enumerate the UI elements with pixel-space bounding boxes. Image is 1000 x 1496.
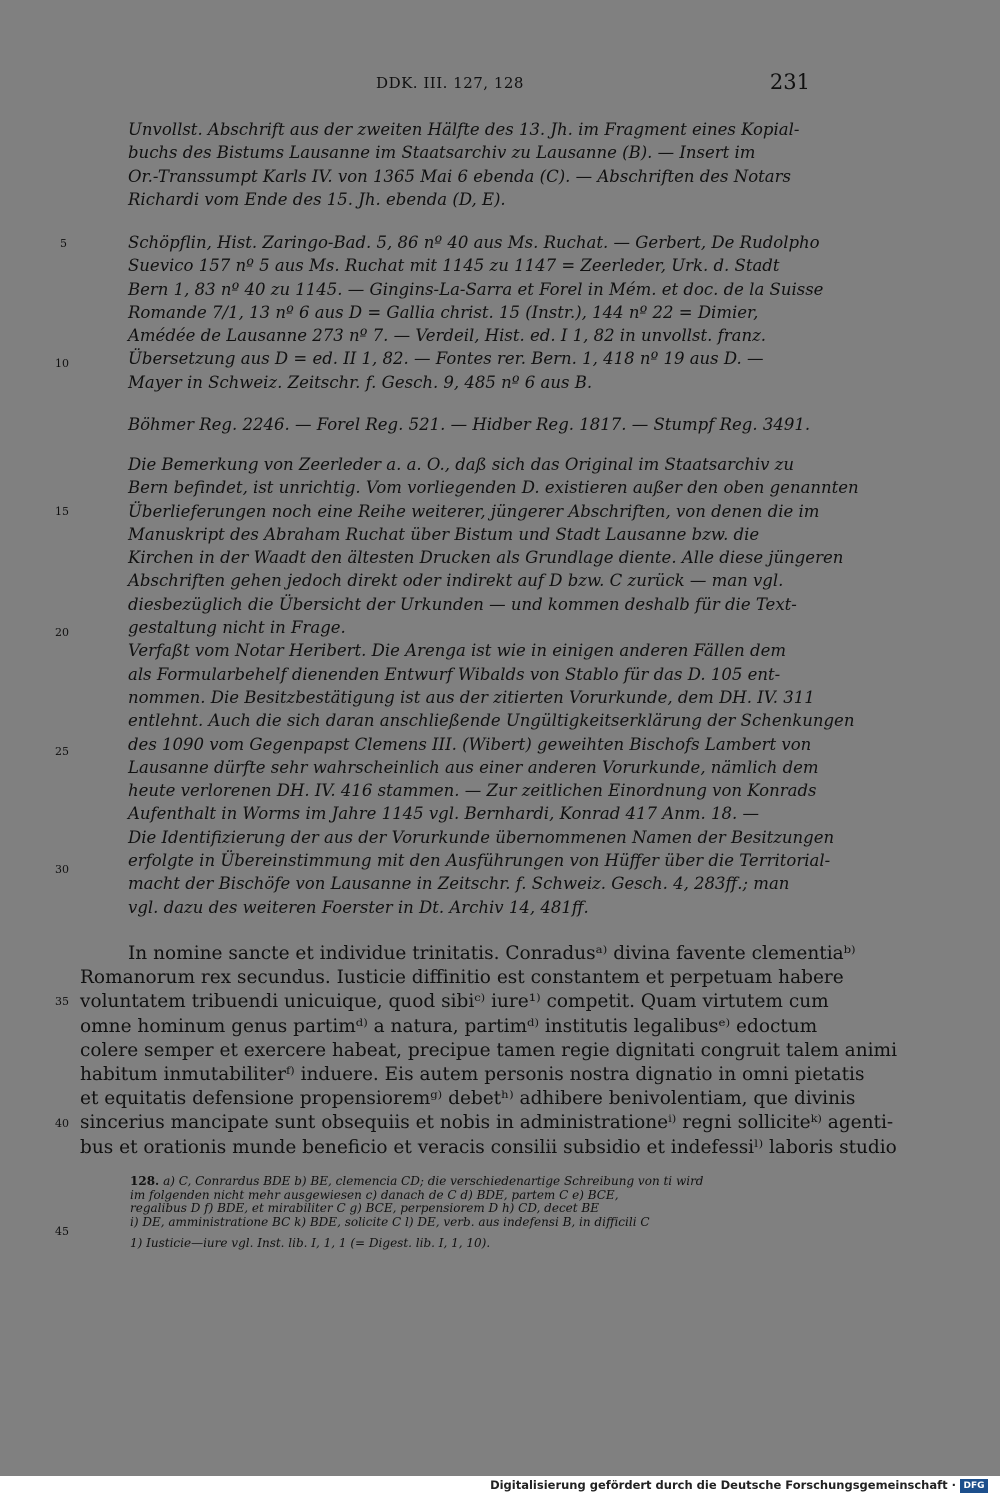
footer-bar	[0, 1476, 1000, 1496]
text-line: macht der Bischöfe von Lausanne in Zeitschr. f. Schweiz. Gesch. 4, 283ff.; man	[128, 874, 790, 894]
text-line: Kirchen in der Waadt den ältesten Drucken als Grundlage diente. Alle diese jüngeren	[128, 548, 844, 568]
text-line: Lausanne dürfte sehr wahrscheinlich aus einer anderen Vorurkunde, nämlich dem	[128, 757, 819, 777]
line-number: 5	[60, 237, 67, 250]
dfg-logo: DFG	[960, 1479, 988, 1493]
page-number: 231	[769, 70, 810, 94]
text-line: Bern 1, 83 nº 40 zu 1145. — Gingins-La-Sarra et Forel in Mém. et doc. de la Suisse	[128, 279, 824, 299]
apparatus-text: a) C, Conrardus BDE b) BE, clemencia CD; die verschiedenartige Schreibung von ti wird	[163, 1174, 704, 1188]
running-head: DDK. III. 127, 128	[376, 74, 524, 92]
sources-block	[128, 118, 812, 211]
text-line: Unvollst. Abschrift aus der zweiten Hälfte des 13. Jh. im Fragment eines Kopial-	[128, 120, 800, 139]
text-line: Abschriften gehen jedoch direkt oder indirekt auf D bzw. C zurück — man vgl.	[128, 571, 784, 591]
remarks-block	[128, 453, 859, 919]
text-line: Böhmer Reg. 2246. — Forel Reg. 521. — Hidber Reg. 1817. — Stumpf Reg. 3491.	[128, 415, 811, 434]
text-line: Mayer in Schweiz. Zeitschr. f. Gesch. 9, 485 nº 6 aus B.	[128, 372, 593, 392]
line-number: 45	[55, 1225, 69, 1238]
funding-notice: Digitalisierung gefördert durch die Deutsche Forschungsgemeinschaft ·	[490, 1478, 956, 1492]
editions-block	[128, 231, 824, 394]
line-number: 10	[55, 357, 69, 370]
text-line: In nomine sancte et individue trinitatis. Conradusᵃ⁾ divina favente clementiaᵇ⁾	[128, 943, 856, 964]
text-line: vgl. dazu des weiteren Foerster in Dt. Archiv 14, 481ff.	[128, 897, 589, 917]
text-line: entlehnt. Auch die sich daran anschließende Ungültigkeitserklärung der Schenkungen	[128, 711, 855, 731]
line-number: 20	[55, 626, 69, 639]
source-note: 1) Iusticie—iure vgl. Inst. lib. I, 1, 1 (= Digest. lib. I, 1, 10).	[130, 1235, 491, 1250]
text-line: bus et orationis munde beneficio et veracis consilii subsidio et indefessiˡ⁾ laboris studio	[80, 1136, 897, 1158]
line-number: 15	[55, 505, 69, 518]
text-line: Romande 7/1, 13 nº 6 aus D = Gallia christ. 15 (Instr.), 144 nº 22 = Dimier,	[128, 302, 759, 322]
text-line: voluntatem tribuendi unicuique, quod sibiᶜ⁾ iure¹⁾ competit. Quam virtutem cum	[80, 991, 829, 1013]
text-line: Verfaßt vom Notar Heribert. Die Arenga ist wie in einigen anderen Fällen dem	[128, 641, 786, 661]
apparatus-line: regalibus D f) BDE, et mirabiliter C g) BCE, perpensiorem D h) CD, decet BE	[130, 1201, 600, 1216]
text-line: Die Identifizierung der aus der Vorurkunde übernommenen Namen der Besitzungen	[128, 827, 835, 847]
line-number: 25	[55, 745, 69, 758]
text-line: Aufenthalt in Worms im Jahre 1145 vgl. Bernhardi, Konrad 417 Anm. 18. —	[128, 804, 759, 824]
text-line: buchs des Bistums Lausanne im Staatsarchiv zu Lausanne (B). — Insert im	[128, 143, 756, 163]
apparatus-line: i) DE, amministratione BC k) BDE, solicite C l) DE, verb. aus indefensi B, in difficili C	[130, 1215, 650, 1230]
text-line: heute verlorenen DH. IV. 416 stammen. — Zur zeitlichen Einordnung von Konrads	[128, 781, 817, 801]
text-line: Überlieferungen noch eine Reihe weiterer, jüngerer Abschriften, von denen die im	[128, 501, 820, 521]
text-line: Die Bemerkung von Zeerleder a. a. O., daß sich das Original im Staatsarchiv zu	[128, 455, 795, 474]
text-line: diesbezüglich die Übersicht der Urkunden — und kommen deshalb für die Text-	[128, 594, 797, 614]
text-line: erfolgte in Übereinstimmung mit den Ausführungen von Hüffer über die Territorial-	[128, 851, 831, 871]
text-line: Or.-Transsumpt Karls IV. von 1365 Mai 6 ebenda (C). — Abschriften des Notars	[128, 166, 791, 186]
text-line: Amédée de Lausanne 273 nº 7. — Verdeil, Hist. ed. I 1, 82 in unvollst. franz.	[128, 326, 767, 346]
apparatus-line	[130, 1175, 812, 1189]
document-number: 128.	[130, 1174, 160, 1188]
text-line: et equitatis defensione propensioremᵍ⁾ debetʰ⁾ adhibere benivolentiam, que divinis	[80, 1088, 856, 1110]
text-line: omne hominum genus partimᵈ⁾ a natura, partimᵈ⁾ institutis legalibusᵉ⁾ edoctum	[80, 1015, 818, 1037]
regesta-block	[128, 413, 812, 436]
text-line: sincerius mancipate sunt obsequiis et nobis in administrationeⁱ⁾ regni solliciteᵏ⁾ agenti-	[80, 1112, 894, 1134]
line-number: 35	[55, 995, 69, 1008]
text-line: gestaltung nicht in Frage.	[128, 618, 346, 638]
text-line: Suevico 157 nº 5 aus Ms. Ruchat mit 1145 zu 1147 = Zeerleder, Urk. d. Stadt	[128, 256, 780, 276]
text-line: nommen. Die Besitzbestätigung ist aus der zitierten Vorurkunde, dem DH. IV. 311	[128, 687, 815, 707]
text-line: habitum inmutabiliterᶠ⁾ induere. Eis autem personis nostra dignatio in omni pietatis	[80, 1064, 865, 1086]
line-number: 40	[55, 1117, 69, 1130]
main-text	[80, 942, 897, 1160]
text-line: Manuskript des Abraham Ruchat über Bistum und Stadt Lausanne bzw. die	[128, 524, 760, 544]
text-line: Schöpflin, Hist. Zaringo-Bad. 5, 86 nº 40 aus Ms. Ruchat. — Gerbert, De Rudolpho	[128, 233, 820, 252]
text-line: Richardi vom Ende des 15. Jh. ebenda (D, E).	[128, 189, 506, 209]
text-line: als Formularbehelf dienenden Entwurf Wibalds von Stablo für das D. 105 ent-	[128, 664, 781, 684]
text-line: colere semper et exercere habeat, precipue tamen regie dignitati congruit talem animi	[80, 1039, 897, 1061]
text-line: des 1090 vom Gegenpapst Clemens III. (Wibert) geweihten Bischofs Lambert von	[128, 734, 812, 754]
line-number: 30	[55, 863, 69, 876]
text-line: Übersetzung aus D = ed. II 1, 82. — Fontes rer. Bern. 1, 418 nº 19 aus D. —	[128, 349, 764, 369]
text-line: Romanorum rex secundus. Iusticie diffinitio est constantem et perpetuam habere	[80, 967, 844, 989]
critical-apparatus	[130, 1175, 812, 1251]
text-line: Bern befindet, ist unrichtig. Vom vorliegenden D. existieren außer den oben genannten	[128, 478, 859, 498]
apparatus-line: im folgenden nicht mehr ausgewiesen c) danach de C d) BDE, partem C e) BCE,	[130, 1187, 619, 1202]
